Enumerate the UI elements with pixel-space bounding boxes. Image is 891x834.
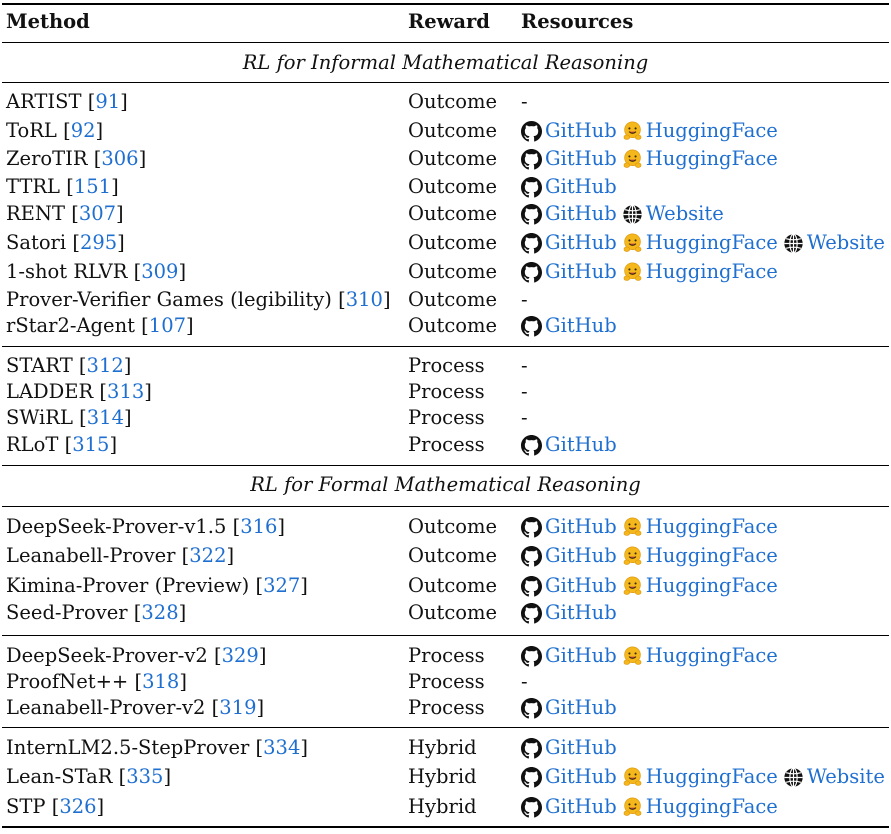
reward-cell: Process <box>408 433 485 456</box>
huggingface-icon <box>622 576 643 597</box>
citation-link[interactable]: 326 <box>59 795 97 818</box>
github-icon <box>521 149 542 170</box>
github-icon <box>521 262 542 283</box>
citation-bracket: ] <box>138 147 147 170</box>
github-icon <box>521 233 542 254</box>
resource-link-github[interactable] <box>521 601 617 625</box>
method-name: ZeroTIR <box>6 147 88 170</box>
method-cell <box>6 147 146 171</box>
citation-bracket: [ <box>72 406 87 429</box>
resource-label: HuggingFace <box>645 765 778 788</box>
reward-cell: Hybrid <box>408 736 477 759</box>
citation-bracket: ] <box>256 696 265 719</box>
method-cell <box>6 795 104 819</box>
reward-cell: Outcome <box>408 601 498 624</box>
citation-bracket: [ <box>175 544 190 567</box>
reward-cell: Process <box>408 406 485 429</box>
method-name: Prover-Verifier Games (legibility) <box>6 288 332 311</box>
resource-label: HuggingFace <box>645 574 778 597</box>
reward-cell: Outcome <box>408 260 498 283</box>
huggingface-icon <box>622 149 643 170</box>
resources-cell <box>521 736 622 760</box>
citation-link[interactable]: 151 <box>73 175 112 198</box>
resources-cell <box>521 231 890 255</box>
method-name: Kimina-Prover (Preview) <box>6 574 250 597</box>
citation-bracket: [ <box>127 601 142 624</box>
resource-label: GitHub <box>545 795 617 818</box>
resource-label: GitHub <box>545 736 617 759</box>
reward-cell: Outcome <box>408 515 498 538</box>
resource-link-huggingface[interactable] <box>622 119 778 143</box>
citation-bracket: ] <box>382 288 391 311</box>
github-icon <box>521 435 542 456</box>
table-rule <box>2 3 889 5</box>
resource-label: GitHub <box>545 515 617 538</box>
resource-label: HuggingFace <box>645 231 778 254</box>
huggingface-icon <box>622 517 643 538</box>
method-cell <box>6 354 131 378</box>
citation-link[interactable]: 313 <box>107 380 145 403</box>
citation-link[interactable]: 312 <box>86 354 124 377</box>
citation-bracket: [ <box>58 433 73 456</box>
resources-cell <box>521 260 783 284</box>
resource-label: Website <box>645 202 724 225</box>
citation-bracket: ] <box>186 314 194 337</box>
github-icon <box>521 121 542 142</box>
resources-cell <box>521 795 783 819</box>
citation-bracket: [ <box>127 260 142 283</box>
resource-link-huggingface[interactable] <box>622 515 778 539</box>
citation-bracket: ] <box>178 601 187 624</box>
citation-link[interactable]: 315 <box>72 433 110 456</box>
method-name: DeepSeek-Prover-v2 <box>6 644 208 667</box>
table-rule <box>2 42 889 43</box>
table-rule <box>2 635 889 636</box>
resources-cell <box>521 433 622 457</box>
reward-cell: Outcome <box>408 175 498 198</box>
resources-cell <box>521 202 729 226</box>
huggingface-icon <box>622 646 643 667</box>
citation-bracket: [ <box>65 202 79 225</box>
resource-link-github[interactable] <box>521 696 617 720</box>
github-icon <box>521 646 542 667</box>
resources-cell <box>521 644 783 668</box>
no-resources: - <box>521 90 528 113</box>
resource-link-github[interactable] <box>521 119 617 143</box>
method-cell <box>6 696 264 720</box>
resource-link-huggingface[interactable] <box>622 574 778 598</box>
reward-cell: Outcome <box>408 90 498 113</box>
no-resources: - <box>521 380 528 403</box>
citation-bracket: ] <box>144 380 152 403</box>
resource-link-github[interactable] <box>521 231 617 255</box>
header-reward: Reward <box>408 10 490 33</box>
resource-link-huggingface[interactable] <box>622 147 778 171</box>
method-name: ARTIST <box>6 90 82 113</box>
citation-bracket: ] <box>123 354 132 377</box>
reward-cell: Outcome <box>408 202 498 225</box>
method-name: RLoT <box>6 433 59 456</box>
resource-link-github[interactable] <box>521 260 617 284</box>
resource-label: GitHub <box>545 574 617 597</box>
resource-link-huggingface[interactable] <box>622 544 778 568</box>
method-name: LADDER <box>6 380 94 403</box>
method-cell <box>6 765 171 789</box>
citation-bracket: [ <box>128 670 143 693</box>
resources-cell <box>521 696 622 720</box>
github-icon <box>521 177 542 198</box>
resource-link-github[interactable] <box>521 515 617 539</box>
method-cell <box>6 231 125 255</box>
method-name: Leanabell-Prover <box>6 544 176 567</box>
citation-bracket: ] <box>95 119 104 142</box>
citation-bracket: ] <box>120 90 128 113</box>
reward-cell: Process <box>408 380 485 403</box>
resource-label: GitHub <box>545 544 617 567</box>
resources-cell <box>521 147 783 171</box>
citation-bracket: [ <box>249 736 264 759</box>
resources-cell <box>521 544 783 568</box>
citation-bracket: ] <box>123 406 132 429</box>
resource-link-huggingface[interactable] <box>622 644 778 668</box>
citation-bracket: [ <box>331 288 346 311</box>
citation-link[interactable]: 309 <box>141 260 179 283</box>
resource-label: GitHub <box>545 696 617 719</box>
resources-cell <box>521 601 622 625</box>
method-name: ToRL <box>6 119 57 142</box>
method-cell <box>6 433 117 457</box>
github-icon <box>521 576 542 597</box>
citation-bracket: [ <box>249 574 264 597</box>
resource-link-github[interactable] <box>521 644 617 668</box>
resource-link-website[interactable] <box>783 231 885 255</box>
resource-link-huggingface[interactable] <box>622 765 778 789</box>
reward-cell: Process <box>408 670 485 693</box>
resource-label: HuggingFace <box>645 644 778 667</box>
method-name: SWiRL <box>6 406 73 429</box>
no-resources: - <box>521 406 528 429</box>
resource-label: GitHub <box>545 260 617 283</box>
resources-cell <box>521 288 528 312</box>
resources-cell <box>521 314 622 338</box>
resource-link-github[interactable] <box>521 433 617 457</box>
resources-cell <box>521 765 890 789</box>
method-cell <box>6 544 234 568</box>
citation-link[interactable]: 328 <box>141 601 179 624</box>
section-title: RL for Informal Mathematical Reasoning <box>242 51 649 74</box>
citation-bracket: ] <box>179 670 187 693</box>
citation-bracket: ] <box>258 644 267 667</box>
resource-link-github[interactable] <box>521 736 617 760</box>
method-cell <box>6 119 103 143</box>
citation-bracket: [ <box>134 314 149 337</box>
resources-cell <box>521 354 528 378</box>
citation-bracket: ] <box>96 795 105 818</box>
table-rule <box>2 506 889 507</box>
citation-bracket: [ <box>205 696 220 719</box>
citation-bracket: ] <box>116 202 124 225</box>
citation-bracket: ] <box>226 544 235 567</box>
method-name: START <box>6 354 73 377</box>
resource-label: GitHub <box>545 601 617 624</box>
citation-link[interactable]: 295 <box>79 231 118 254</box>
resources-cell <box>521 515 783 539</box>
globe-icon <box>783 767 804 788</box>
citation-bracket: [ <box>56 119 71 142</box>
method-cell <box>6 644 266 668</box>
method-name: rStar2-Agent <box>6 314 135 337</box>
method-cell <box>6 90 128 114</box>
citation-link[interactable]: 316 <box>240 515 278 538</box>
github-icon <box>521 767 542 788</box>
method-cell <box>6 574 308 598</box>
resource-label: GitHub <box>545 147 617 170</box>
citation-bracket: [ <box>66 231 80 254</box>
header-method: Method <box>6 10 90 33</box>
method-name: DeepSeek-Prover-v1.5 <box>6 515 227 538</box>
huggingface-icon <box>622 767 643 788</box>
resource-link-github[interactable] <box>521 795 617 819</box>
citation-bracket: ] <box>111 175 119 198</box>
citation-link[interactable]: 318 <box>142 670 180 693</box>
citation-link[interactable]: 335 <box>126 765 164 788</box>
reward-cell: Process <box>408 696 485 719</box>
resource-link-website[interactable] <box>622 202 724 226</box>
citation-link[interactable]: 334 <box>263 736 301 759</box>
citation-bracket: [ <box>93 380 108 403</box>
method-cell <box>6 670 187 694</box>
resource-label: GitHub <box>545 231 617 254</box>
resource-label: HuggingFace <box>645 515 778 538</box>
citation-bracket: ] <box>109 433 118 456</box>
github-icon <box>521 797 542 818</box>
citation-link[interactable]: 307 <box>78 202 117 225</box>
reward-cell: Outcome <box>408 288 498 311</box>
methods-table <box>2 3 889 829</box>
resource-label: HuggingFace <box>645 544 778 567</box>
resource-link-github[interactable] <box>521 202 617 226</box>
resources-cell <box>521 670 528 694</box>
no-resources: - <box>521 670 528 693</box>
github-icon <box>521 517 542 538</box>
no-resources: - <box>521 288 528 311</box>
method-name: STP <box>6 795 46 818</box>
citation-bracket: ] <box>300 736 308 759</box>
table-rule <box>2 346 889 347</box>
resource-label: HuggingFace <box>645 119 778 142</box>
method-cell <box>6 601 186 625</box>
huggingface-icon <box>622 797 643 818</box>
citation-bracket: [ <box>45 795 60 818</box>
github-icon <box>521 546 542 567</box>
citation-bracket: ] <box>277 515 286 538</box>
resources-cell <box>521 90 528 114</box>
citation-bracket: [ <box>226 515 241 538</box>
resource-label: GitHub <box>545 202 617 225</box>
reward-cell: Process <box>408 354 485 377</box>
citation-bracket: ] <box>178 260 187 283</box>
citation-link[interactable]: 322 <box>189 544 227 567</box>
resource-link-github[interactable] <box>521 765 617 789</box>
method-name: InternLM2.5-StepProver <box>6 736 250 759</box>
table-rule <box>2 82 889 83</box>
resource-label: GitHub <box>545 119 617 142</box>
resource-link-github[interactable] <box>521 175 617 199</box>
citation-bracket: ] <box>163 765 172 788</box>
huggingface-icon <box>622 233 643 254</box>
citation-bracket: [ <box>207 644 222 667</box>
method-cell <box>6 202 124 226</box>
citation-bracket: [ <box>112 765 127 788</box>
table-rule <box>2 727 889 728</box>
huggingface-icon <box>622 262 643 283</box>
resource-link-github[interactable] <box>521 574 617 598</box>
resource-label: GitHub <box>545 765 617 788</box>
reward-cell: Outcome <box>408 231 498 254</box>
resource-label: HuggingFace <box>645 795 778 818</box>
resources-cell <box>521 406 528 430</box>
method-cell <box>6 260 186 284</box>
github-icon <box>521 698 542 719</box>
resources-cell <box>521 380 528 404</box>
resource-label: GitHub <box>545 644 617 667</box>
citation-bracket: [ <box>72 354 87 377</box>
resources-cell <box>521 574 783 598</box>
citation-link[interactable]: 314 <box>86 406 124 429</box>
citation-bracket: [ <box>81 90 96 113</box>
citation-link[interactable]: 327 <box>263 574 301 597</box>
method-name: Leanabell-Prover-v2 <box>6 696 206 719</box>
reward-cell: Outcome <box>408 314 498 337</box>
method-name: RENT <box>6 202 65 225</box>
citation-link[interactable]: 310 <box>345 288 383 311</box>
resource-label: HuggingFace <box>645 147 778 170</box>
citation-bracket: [ <box>60 175 74 198</box>
reward-cell: Outcome <box>408 119 498 142</box>
citation-link[interactable]: 306 <box>101 147 139 170</box>
citation-link[interactable]: 329 <box>221 644 259 667</box>
huggingface-icon <box>622 121 643 142</box>
resource-link-website[interactable] <box>783 765 885 789</box>
reward-cell: Process <box>408 644 485 667</box>
resource-label: GitHub <box>545 433 617 456</box>
method-name: Seed-Prover <box>6 601 128 624</box>
reward-cell: Outcome <box>408 574 498 597</box>
method-name: Satori <box>6 231 67 254</box>
citation-link[interactable]: 107 <box>148 314 187 337</box>
method-cell <box>6 515 285 539</box>
header-resources: Resources <box>521 10 634 33</box>
method-cell <box>6 406 132 430</box>
resource-link-huggingface[interactable] <box>622 260 778 284</box>
resource-label: GitHub <box>545 175 617 198</box>
table-rule <box>2 465 889 466</box>
citation-link[interactable]: 92 <box>70 119 96 142</box>
no-resources: - <box>521 354 528 377</box>
section-title: RL for Formal Mathematical Reasoning <box>250 473 641 496</box>
globe-icon <box>622 204 643 225</box>
resource-link-github[interactable] <box>521 544 617 568</box>
method-name: TTRL <box>6 175 61 198</box>
reward-cell: Hybrid <box>408 765 477 788</box>
method-cell <box>6 736 308 760</box>
resource-link-github[interactable] <box>521 314 617 338</box>
method-name: 1-shot RLVR <box>6 260 128 283</box>
reward-cell: Hybrid <box>408 795 477 818</box>
github-icon <box>521 738 542 759</box>
table-rule <box>2 826 889 828</box>
resources-cell <box>521 119 783 143</box>
github-icon <box>521 316 542 337</box>
method-cell <box>6 380 152 404</box>
resource-label: GitHub <box>545 314 617 337</box>
reward-cell: Outcome <box>408 544 498 567</box>
reward-cell: Outcome <box>408 147 498 170</box>
resource-label: Website <box>806 231 885 254</box>
citation-bracket: ] <box>300 574 308 597</box>
github-icon <box>521 603 542 624</box>
method-cell <box>6 175 119 199</box>
resources-cell <box>521 175 622 199</box>
citation-bracket: ] <box>117 231 125 254</box>
method-cell <box>6 314 194 338</box>
citation-link[interactable]: 319 <box>219 696 257 719</box>
resource-label: HuggingFace <box>645 260 778 283</box>
huggingface-icon <box>622 546 643 567</box>
resource-link-huggingface[interactable] <box>622 795 778 819</box>
method-name: ProofNet++ <box>6 670 129 693</box>
method-name: Lean-STaR <box>6 765 113 788</box>
github-icon <box>521 204 542 225</box>
citation-link[interactable]: 91 <box>95 90 121 113</box>
citation-bracket: [ <box>87 147 102 170</box>
resource-link-github[interactable] <box>521 147 617 171</box>
resource-link-huggingface[interactable] <box>622 231 778 255</box>
resource-label: Website <box>806 765 885 788</box>
globe-icon <box>783 233 804 254</box>
method-cell <box>6 288 391 312</box>
